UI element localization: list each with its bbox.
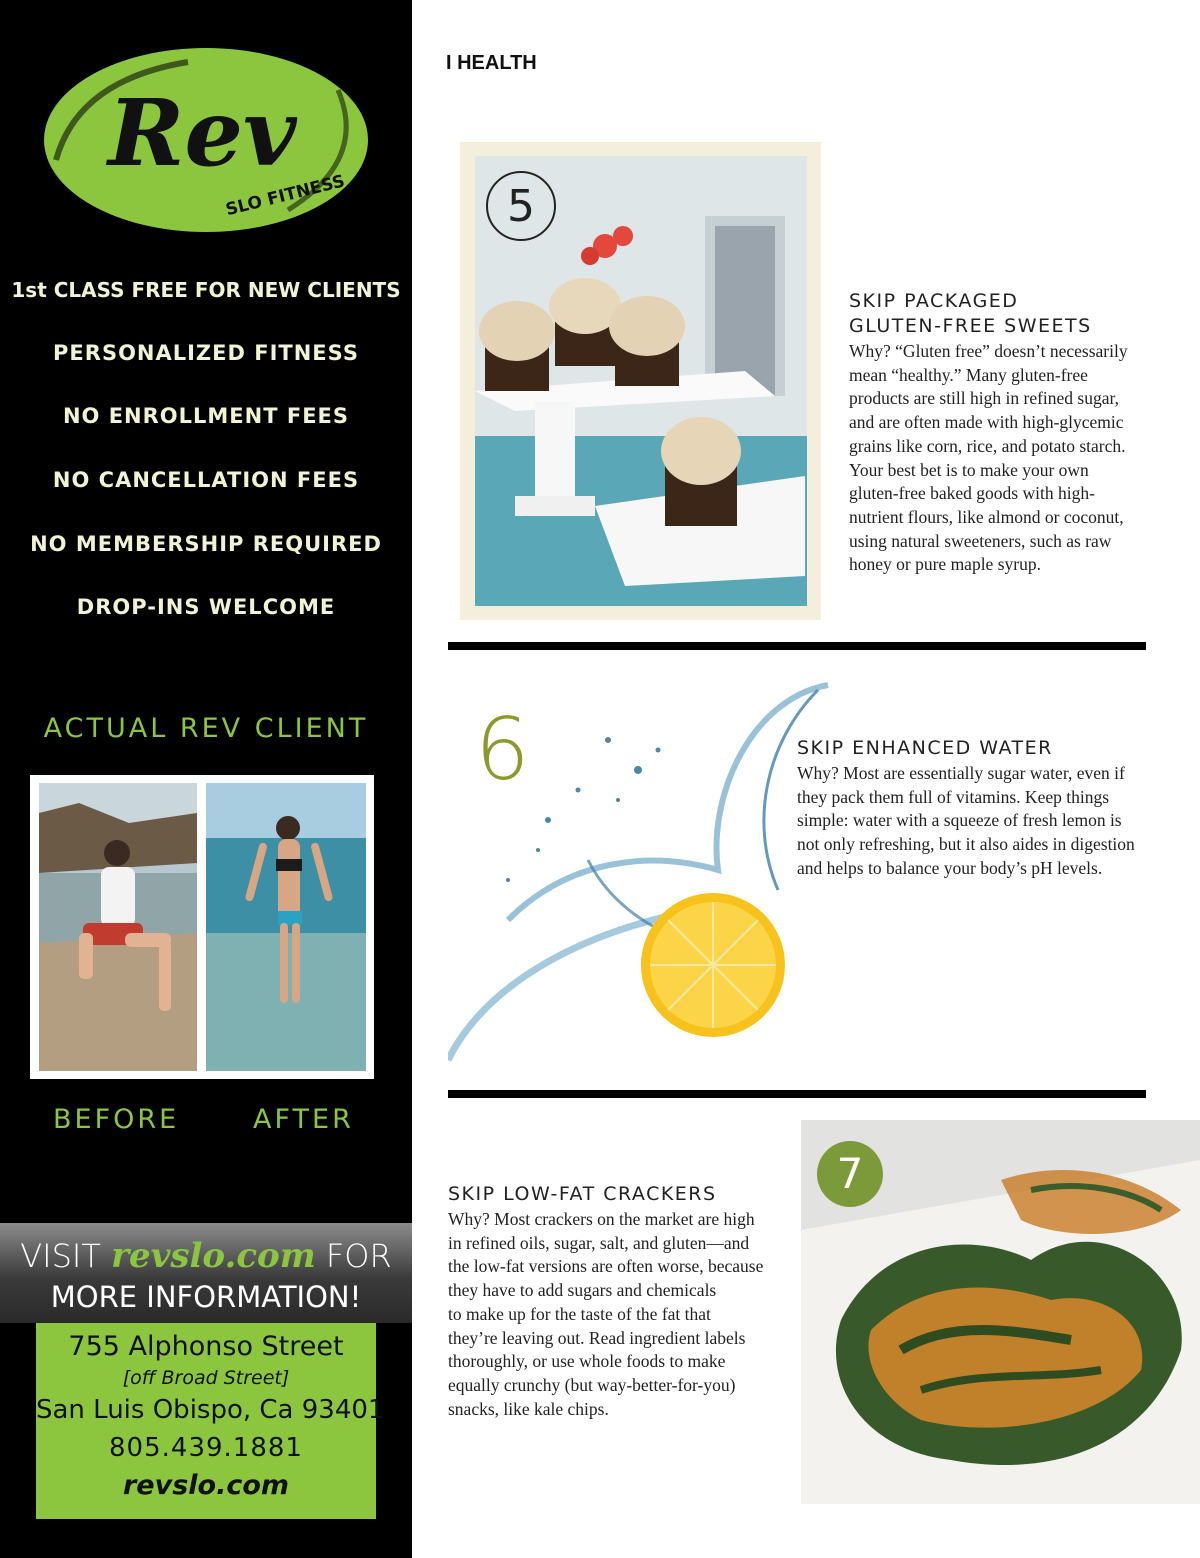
item-6-line: simple: water with a squeeze of fresh lemon is xyxy=(797,810,1122,831)
before-after-frame xyxy=(30,775,374,1079)
item-5-line: mean “healthy.” Many gluten-free xyxy=(849,364,1088,385)
address-street: 755 Alphonso Street xyxy=(68,1331,344,1362)
item-7-line: in refined oils, sugar, salt, and gluten—and xyxy=(448,1232,750,1253)
visit-pre: VISIT xyxy=(20,1237,101,1275)
address-box xyxy=(36,1323,385,1519)
logo-sub: SLO FITNESS xyxy=(223,171,347,221)
item-7-line: Why? Most crackers on the market are high xyxy=(448,1209,755,1229)
perk-no-enrollment: NO ENROLLMENT FEES xyxy=(62,404,350,428)
item-5-line: products are still high in refined sugar, xyxy=(849,388,1119,409)
divider-rule xyxy=(448,1090,1146,1098)
item-7-heading: SKIP LOW-FAT CRACKERS xyxy=(448,1183,717,1205)
item-5-heading-line-2: GLUTEN-FREE SWEETS xyxy=(849,315,1092,337)
after-photo xyxy=(206,783,366,1071)
item-5-heading xyxy=(849,289,1092,339)
item-7-line: the low-fat versions are often worse, because xyxy=(448,1256,764,1277)
perk-drop-ins: DROP-INS WELCOME xyxy=(76,595,336,619)
address-web[interactable]: revslo.com xyxy=(122,1470,290,1501)
address-city: San Luis Obispo, Ca 93401 xyxy=(36,1395,385,1425)
visit-site-link[interactable]: revslo.com xyxy=(111,1236,316,1276)
item-5-line: honey or pure maple syrup. xyxy=(849,554,1041,575)
visit-line-1 xyxy=(0,1236,412,1276)
after-label: AFTER xyxy=(253,1104,354,1135)
item-5-line: grains like corn, rice, and potato starch. xyxy=(849,435,1126,456)
item-7-line: thoroughly, or use whole foods to make xyxy=(448,1351,726,1372)
item-6-number: 6 xyxy=(475,700,530,800)
item-7-body xyxy=(448,1208,763,1421)
item-6-line: and helps to balance your body’s pH levels. xyxy=(797,857,1103,878)
rev-logo xyxy=(38,40,376,240)
item-7-line: equally crunchy (but way-better-for-you) xyxy=(448,1374,736,1395)
perk-free-class: 1st CLASS FREE FOR NEW CLIENTS xyxy=(11,278,401,302)
client-title: ACTUAL REV CLIENT xyxy=(43,713,369,744)
address-cross: [off Broad Street] xyxy=(122,1367,290,1389)
visit-post: FOR xyxy=(325,1237,392,1275)
item-7-line: they’re leaving out. Read ingredient labels xyxy=(448,1327,746,1348)
item-5-line: Why? “Gluten free” doesn’t necessarily xyxy=(849,341,1128,361)
item-5-body xyxy=(849,340,1128,577)
item-5-number: 5 xyxy=(486,171,556,241)
visit-line-2: MORE INFORMATION! xyxy=(50,1280,362,1314)
item-5-line: using natural sweeteners, such as raw xyxy=(849,530,1112,551)
item-6-line: not only refreshing, but it also aides in digestion xyxy=(797,834,1135,855)
rev-fitness-ad xyxy=(0,0,412,1558)
item-6-line: Why? Most are essentially sugar water, even if xyxy=(797,763,1125,783)
item-5-heading-line-1: SKIP PACKAGED xyxy=(849,290,1019,312)
perk-personalized: PERSONALIZED FITNESS xyxy=(53,341,359,365)
item-7-line: to make up for the taste of the fat that xyxy=(448,1303,711,1324)
item-6-heading: SKIP ENHANCED WATER xyxy=(797,737,1053,759)
divider-rule xyxy=(448,642,1146,650)
item-7-line: they have to add sugars and chemicals xyxy=(448,1280,717,1301)
item-5-line: nutrient flours, like almond or coconut, xyxy=(849,506,1124,527)
item-7-line: snacks, like kale chips. xyxy=(448,1398,609,1419)
address-phone[interactable]: 805.439.1881 xyxy=(109,1433,303,1463)
item-6-body xyxy=(797,762,1135,881)
item-6-line: they pack them full of vitamins. Keep things xyxy=(797,786,1110,807)
before-photo xyxy=(39,783,197,1071)
perk-no-membership: NO MEMBERSHIP REQUIRED xyxy=(30,532,382,556)
item-7-number: 7 xyxy=(817,1141,883,1207)
item-5-line: gluten-free baked goods with high- xyxy=(849,483,1095,504)
before-label: BEFORE xyxy=(53,1104,180,1135)
perk-no-cancellation: NO CANCELLATION FEES xyxy=(52,468,360,492)
logo-brand: Rev xyxy=(108,79,297,187)
section-header: I HEALTH xyxy=(446,52,537,74)
item-5-line: Your best bet is to make your own xyxy=(849,459,1089,480)
item-5-line: and are often made with high-glycemic xyxy=(849,412,1124,433)
